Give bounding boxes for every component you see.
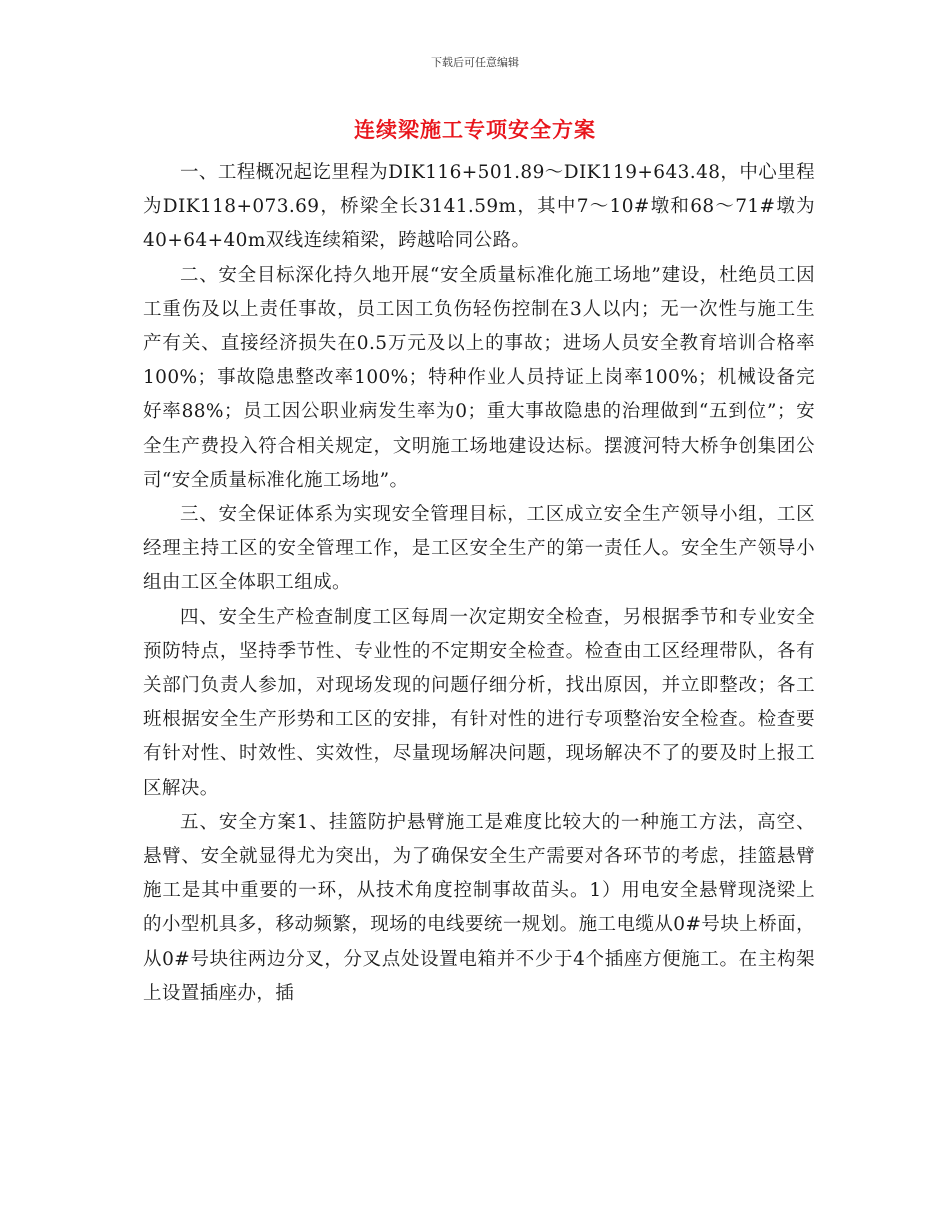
header-note: 下载后可任意编辑 — [431, 56, 519, 69]
paragraph-project-overview: 一、工程概况起讫里程为DIK116+501.89～DIK119+643.48，中心里程为DIK118+073.69，桥梁全长3141.59m，其中7～10#墩和68～71#墩为40+64+40m双线连续箱梁，跨越哈同公路。 — [143, 162, 815, 252]
paragraph-safety-system: 三、安全保证体系为实现安全管理目标，工区成立安全生产领导小组，工区经理主持工区的安全管理工作，是工区安全生产的第一责任人。安全生产领导小组由工区全体职工组成。 — [143, 504, 815, 594]
document-body — [143, 156, 815, 1011]
paragraph-safety-goals: 二、安全目标深化持久地开展“安全质量标准化施工场地”建设，杜绝员工因工重伤及以上责任事故，员工因工负伤轻伤控制在3人以内；无一次性与施工生产有关、直接经济损失在0.5万元及以上的事故；进场人员安全教育培训合格率100%；事故隐患整改率100%；特种作业人员持证上岗率100%；机械设备完好率88%；员工因公职业病发生率为0；重大事故隐患的治理做到“五到位”；安全生产费投入符合相关规定，文明施工场地建设达标。摆渡河特大桥争创集团公司“安全质量标准化施工场地”。 — [143, 264, 815, 491]
paragraph-inspection-system: 四、安全生产检查制度工区每周一次定期安全检查，另根据季节和专业安全预防特点，坚持季节性、专业性的不定期安全检查。检查由工区经理带队，各有关部门负责人参加，对现场发现的问题仔细分析，找出原因，并立即整改；各工班根据安全生产形势和工区的安排，有针对性的进行专项整治安全检查。检查要有针对性、时效性、实效性，尽量现场解决问题，现场解决不了的要及时上报工区解决。 — [143, 606, 815, 799]
paragraph-safety-plan: 五、安全方案1、挂篮防护悬臂施工是难度比较大的一种施工方法，高空、悬臂、安全就显得尤为突出，为了确保安全生产需要对各环节的考虑，挂篮悬臂施工是其中重要的一环，从技术角度控制事故苗头。1）用电安全悬臂现浇梁上的小型机具多，移动频繁，现场的电线要统一规划。施工电缆从0#号块上桥面，从0#号块往两边分叉，分叉点处设置电箱并不少于4个插座方便施工。在主构架上设置插座办，插 — [143, 811, 815, 1004]
document-title: 连续梁施工专项安全方案 — [354, 117, 596, 142]
